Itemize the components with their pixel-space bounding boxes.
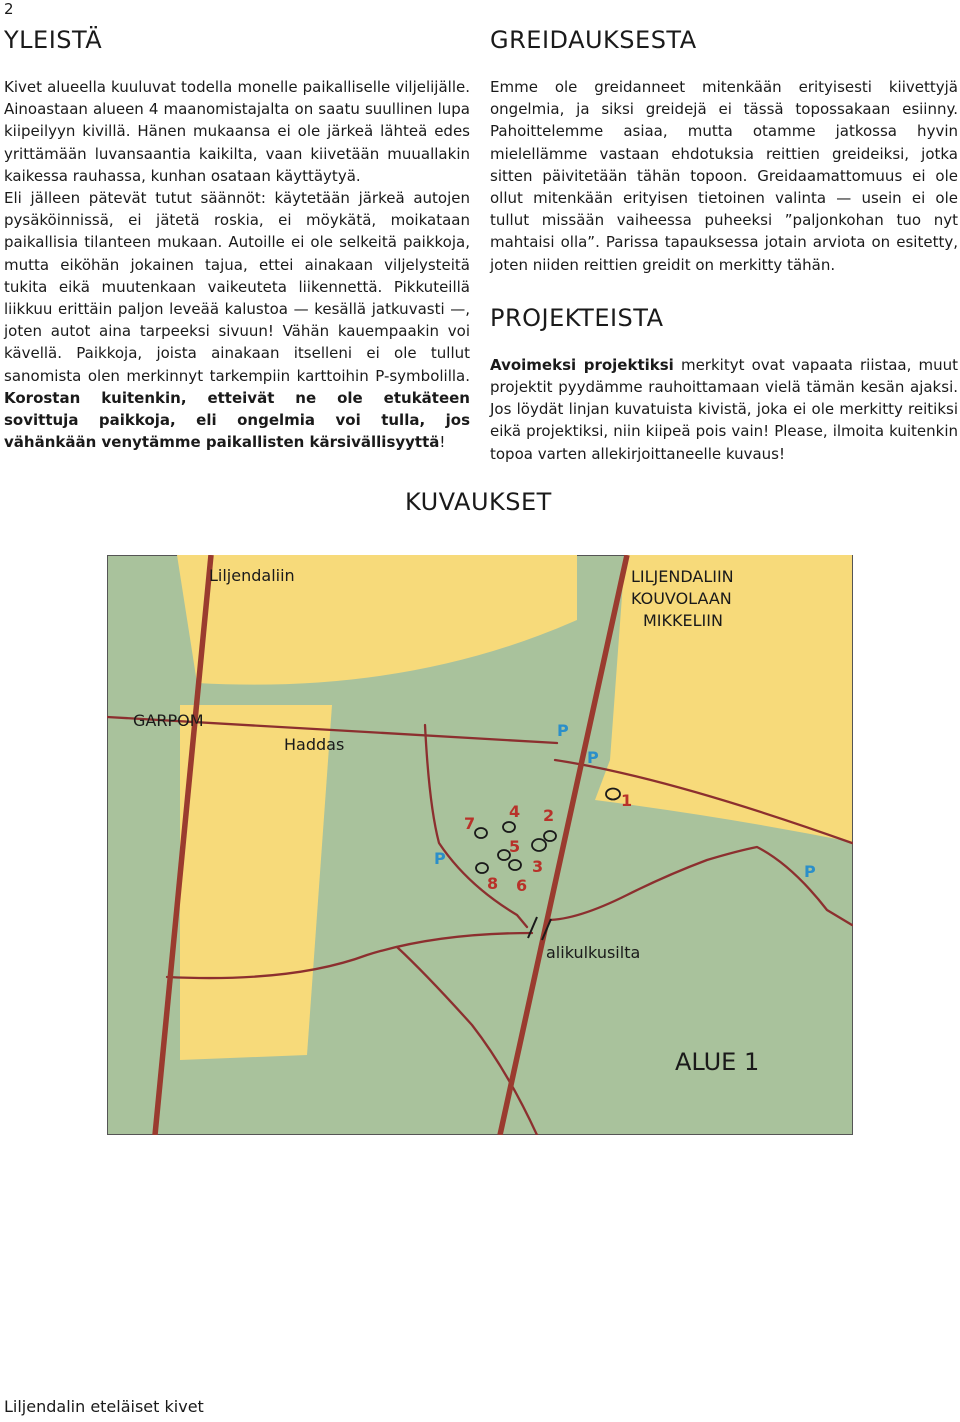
heading-projekteista: PROJEKTEISTA <box>490 303 664 332</box>
map-svg <box>107 555 853 1135</box>
rules-text: Eli jälleen pätevät tutut säännöt: käytetään järkeä autojen pysäköinnissä, ei jätetä roskia, ei möykätä, moikataan paikallisia tilanteen mukaan. Autoille ei ole selkeitä paikkoja, mutta eiköhän jokainen tajua, ettei ainakaan viljelysteitä tukita eikä muutenkaan vaikeuteta liikennettä. Pikkuteillä liikkuu erittäin paljon leveää kalustoa — kesällä jatkuvasti —, joten autot aina tarpeeksi sivuun! Vähän kauempaakin voi kävellä. Paikkoja, joista ainakaan itselleni ei ole tullut sanomista olen merkinnyt tarkempiin karttoihin P-symbolilla. <box>4 189 470 385</box>
label-direction-liljendaliin: LILJENDALIIN <box>631 567 734 586</box>
label-garpom: GARPOM <box>133 711 204 730</box>
parking-symbol: P <box>557 721 569 740</box>
parking-symbol: P <box>804 862 816 881</box>
paragraph-permission: Kivet alueella kuuluvat todella monelle paikalliselle viljelijälle. Ainoastaan alueen 4 maanomistajalta on saatu suullinen lupa kiipeilyyn kivillä. Hänen mukaansa ei ole järkeä lähteä edes yrittämään luvansaantia kaikilta, vaan kiivetään muuallakin kaikessa rauhassa, kunhan osataan käyttäytyä. <box>4 78 470 185</box>
boulder-number-7: 7 <box>464 814 476 833</box>
boulder-number-3: 3 <box>532 857 544 876</box>
parking-symbol: P <box>434 849 446 868</box>
label-direction-kouvolaan: KOUVOLAAN <box>631 589 732 608</box>
rules-end: ! <box>439 433 446 452</box>
map-caption: Liljendalin eteläiset kivet <box>4 1397 204 1416</box>
column-yleista <box>4 26 470 453</box>
boulder-number-1: 1 <box>621 791 633 810</box>
heading-greidauksesta: GREIDAUKSESTA <box>490 26 697 54</box>
paragraph-projects <box>490 354 958 465</box>
paragraph-rules <box>4 187 470 453</box>
boulder-number-5: 5 <box>509 837 521 856</box>
label-area: ALUE 1 <box>675 1048 760 1076</box>
label-haddas: Haddas <box>284 735 345 754</box>
boulder-number-6: 6 <box>516 876 528 895</box>
heading-kuvaukset: KUVAUKSET <box>405 488 552 516</box>
page-number: 2 <box>4 0 14 18</box>
boulder-number-8: 8 <box>487 874 499 893</box>
label-liljendaliin: Liljendaliin <box>209 566 295 585</box>
label-direction-mikkeliin: MIKKELIIN <box>643 611 723 630</box>
field-left <box>180 705 332 1060</box>
projects-text: merkityt ovat vapaata riistaa, muut projektit pyydämme rauhoittamaan vielä tämän kesän ajaksi. Jos löydät linjan kuvatuista kivistä, joka ei ole merkitty reitiksi eikä projektiksi, niin kiipeä pois vain! Please, ilmoita kuitenkin topoa varten allekirjoittaneelle kuvaus! <box>490 355 958 463</box>
parking-symbol: P <box>587 748 599 767</box>
boulder-number-4: 4 <box>509 802 521 821</box>
area-map <box>107 555 853 1135</box>
projects-emphasis: Avoimeksi projektiksi <box>490 355 674 374</box>
heading-yleista: YLEISTÄ <box>4 26 103 54</box>
rules-emphasis: Korostan kuitenkin, etteivät ne ole etukäteen sovittuja paikkoja, eli ongelmia voi tulla, jos vähänkään venytämme paikallisten kärsivällisyyttä <box>4 388 470 452</box>
boulder-number-2: 2 <box>543 806 555 825</box>
label-alikulkusilta: alikulkusilta <box>546 943 641 962</box>
column-greidauksesta <box>490 26 958 465</box>
paragraph-grades: Emme ole greidanneet mitenkään erityisesti kiivettyjä ongelmia, ja siksi greidejä ei tässä topossakaan esiinny. Pahoittelemme asiaa, mutta otamme jatkossa hyvin mielellämme vastaan ehdotuksia reittien greideiksi, jotka sitten päivitetään tähän topoon. Greidaamattomuus ei ole ollut mitenkään erityisen tietoinen valinta — usein ei ole tullut missään vaiheessa puheeksi ”paljonkohan tuo nyt mahtaisi olla”. Parissa tapauksessa jotain arviota on esitetty, joten niiden reittien greidit on merkitty tähän. <box>490 78 958 274</box>
